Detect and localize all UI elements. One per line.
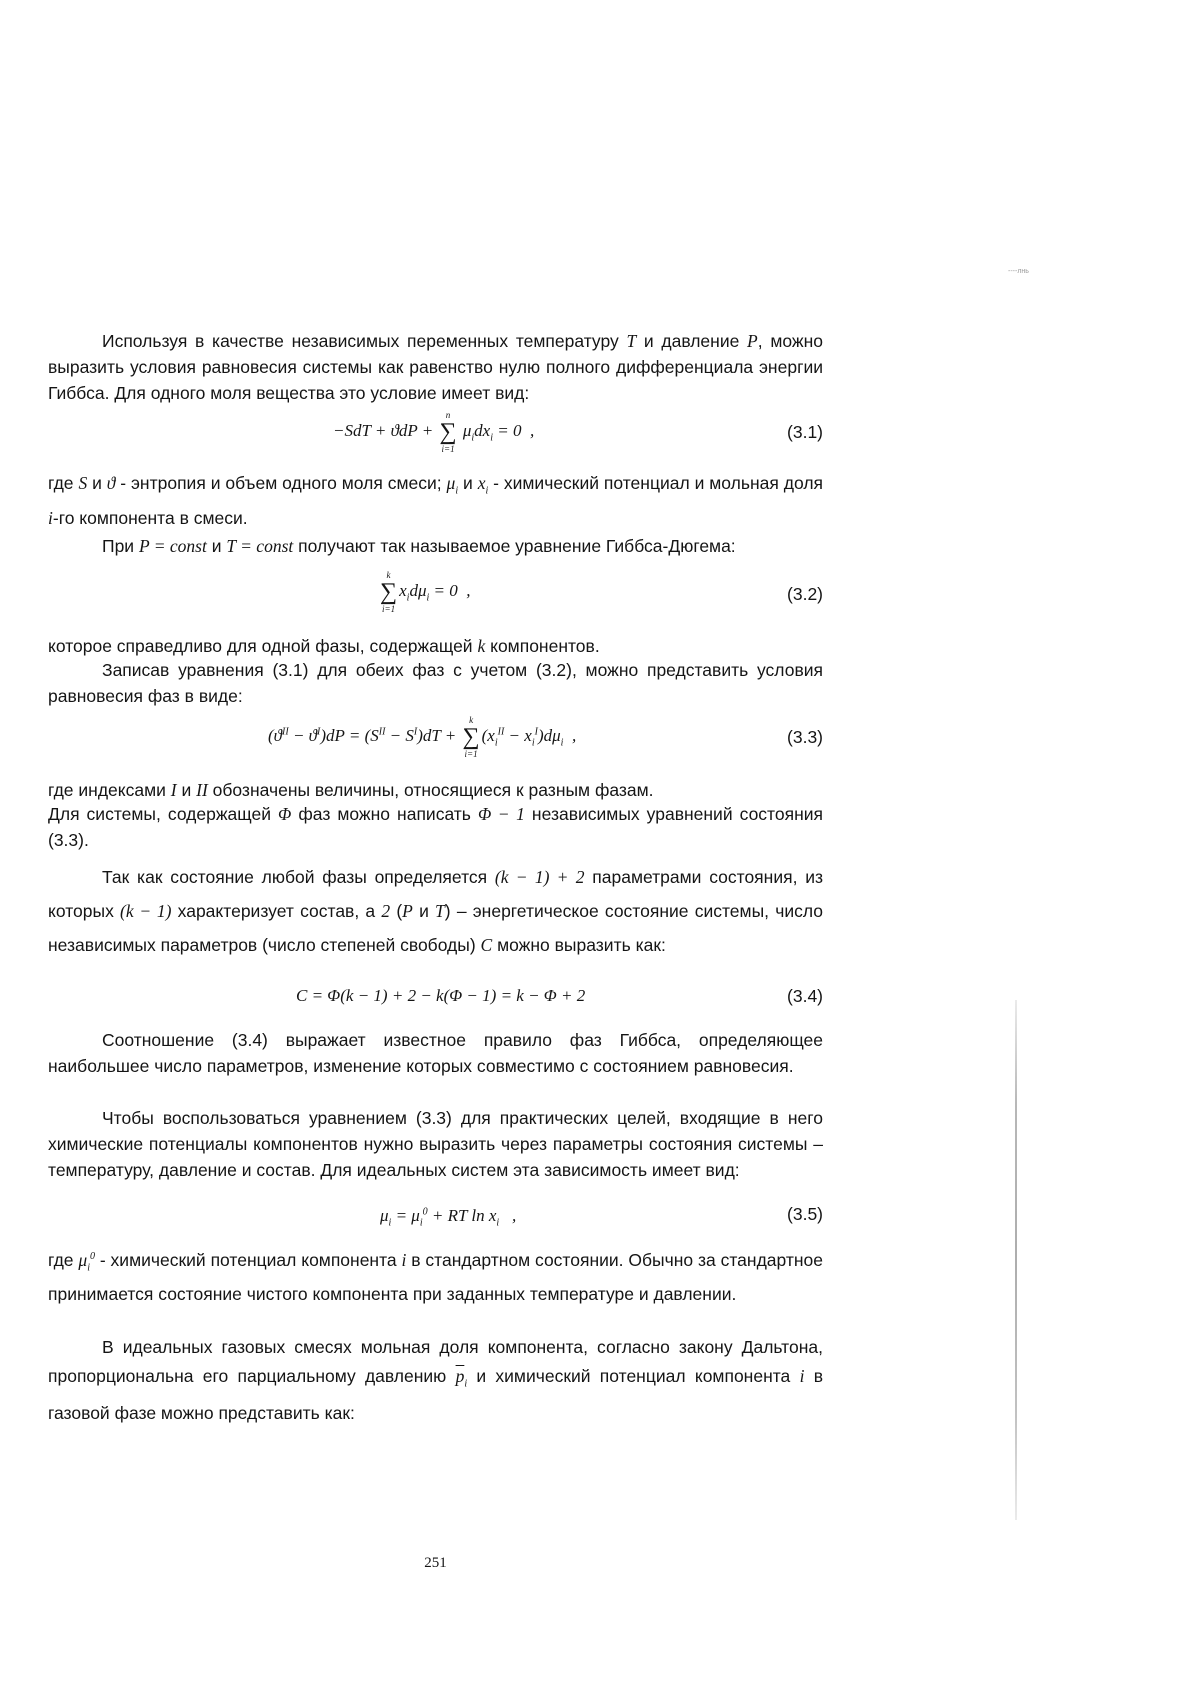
paragraph-1: Используя в качестве независимых переменных температуру T и давление P, можно выразить условия равновесия системы как равенство нулю полного дифференциала энергии Гиббса. Для одного моля вещества это условие имеет вид: xyxy=(48,331,823,403)
equation-3-3-body: $(ϑ^{II} - ϑ^I)dP = (S^{II} - S^I)dT$ + ∑ k i=1 $(x_i^{II} - x_i^I)d\mu_i$ , xyxy=(268,715,577,759)
equation-3-5-body: $\mu_i = \mu_i^0$ + RT $\ln x_i$ , xyxy=(380,1206,517,1229)
paragraph-3: При P = const и T = const получают так называемое уравнение Гиббса-Дюгема: xyxy=(102,536,736,556)
equation-3-5-number: (3.5) xyxy=(787,1204,823,1224)
paragraph-6: где индексами I и II обозначены величины, относящиеся к разным фазам. xyxy=(48,780,654,800)
equation-3-4-number: (3.4) xyxy=(787,986,823,1006)
equation-3-4 xyxy=(48,980,823,1030)
equation-3-5 xyxy=(48,1198,823,1248)
paragraph-8: Так как состояние любой фазы определяется (k − 1) + 2 параметрами состояния, из которых (k − 1) характеризует состав, а 2 (P и T) – энергетическое состояние системы, число независимых параметров (число степеней свободы) C можно выразить как: xyxy=(48,867,824,955)
paragraph-11: где $\mu_i^0$ - химический потенциал компонента i в стандартном состоянии. Обычно за стандартное принимается состояние чистого компонента при заданных температуре и давлении. xyxy=(48,1249,824,1305)
paragraph-4: которое справедливо для одной фазы, содержащей k компонентов. xyxy=(48,636,600,656)
equation-3-3-number: (3.3) xyxy=(787,727,823,747)
document-page xyxy=(48,0,823,1682)
page-number: 251 xyxy=(424,1555,447,1571)
equation-3-2-body: ∑ k i=1 $x_id\mu_i = 0$ , xyxy=(380,570,471,614)
paragraph-7: Для системы, содержащей Φ фаз можно написать Φ − 1 независимых уравнений состояния (3.3). xyxy=(48,804,823,850)
paragraph-10: Чтобы воспользоваться уравнением (3.3) для практических целей, входящие в него химические потенциалы компонентов нужно выразить через параметры состояния системы – температуру, давление и состав. Для идеальных систем эта зависимость имеет вид: xyxy=(48,1108,823,1180)
equation-3-3 xyxy=(48,713,823,763)
scan-edge-artifact xyxy=(1015,1000,1017,1520)
paragraph-9: Соотношение (3.4) выражает известное правило фаз Гиббса, определяющее наибольшее число параметров, изменение которых совместимо с состоянием равновесия. xyxy=(48,1030,823,1076)
scan-header-mark: ----лнь xyxy=(1008,268,1029,275)
paragraph-12: В идеальных газовых смесях мольная доля компонента, согласно закону Дальтона, пропорциональна его парциальному давлению $\overline{p}_i$ и химический потенциал компонента i в газовой фазе можно представить как: xyxy=(48,1337,823,1423)
equation-3-2 xyxy=(48,568,823,618)
equation-3-2-number: (3.2) xyxy=(787,584,823,604)
equation-3-1-number: (3.1) xyxy=(787,422,823,442)
paragraph-5: Записав уравнения (3.1) для обеих фаз с учетом (3.2), можно представить условия равновесия фаз в виде: xyxy=(48,660,823,706)
paragraph-2: где S и ϑ - энтропия и объем одного моля смеси; $\mu_i$ и $x_i$ - химический потенциал и мольная доля i-го компонента в смеси. xyxy=(48,473,824,528)
equation-3-1-body: −SdT + ϑdP + ∑ n i=1 $\mu_idx_i = 0$ , xyxy=(333,410,535,454)
equation-3-1 xyxy=(48,410,823,460)
equation-3-4-body: C = Φ(k − 1) + 2 − k(Φ − 1) = k − Φ + 2 xyxy=(296,986,586,1005)
